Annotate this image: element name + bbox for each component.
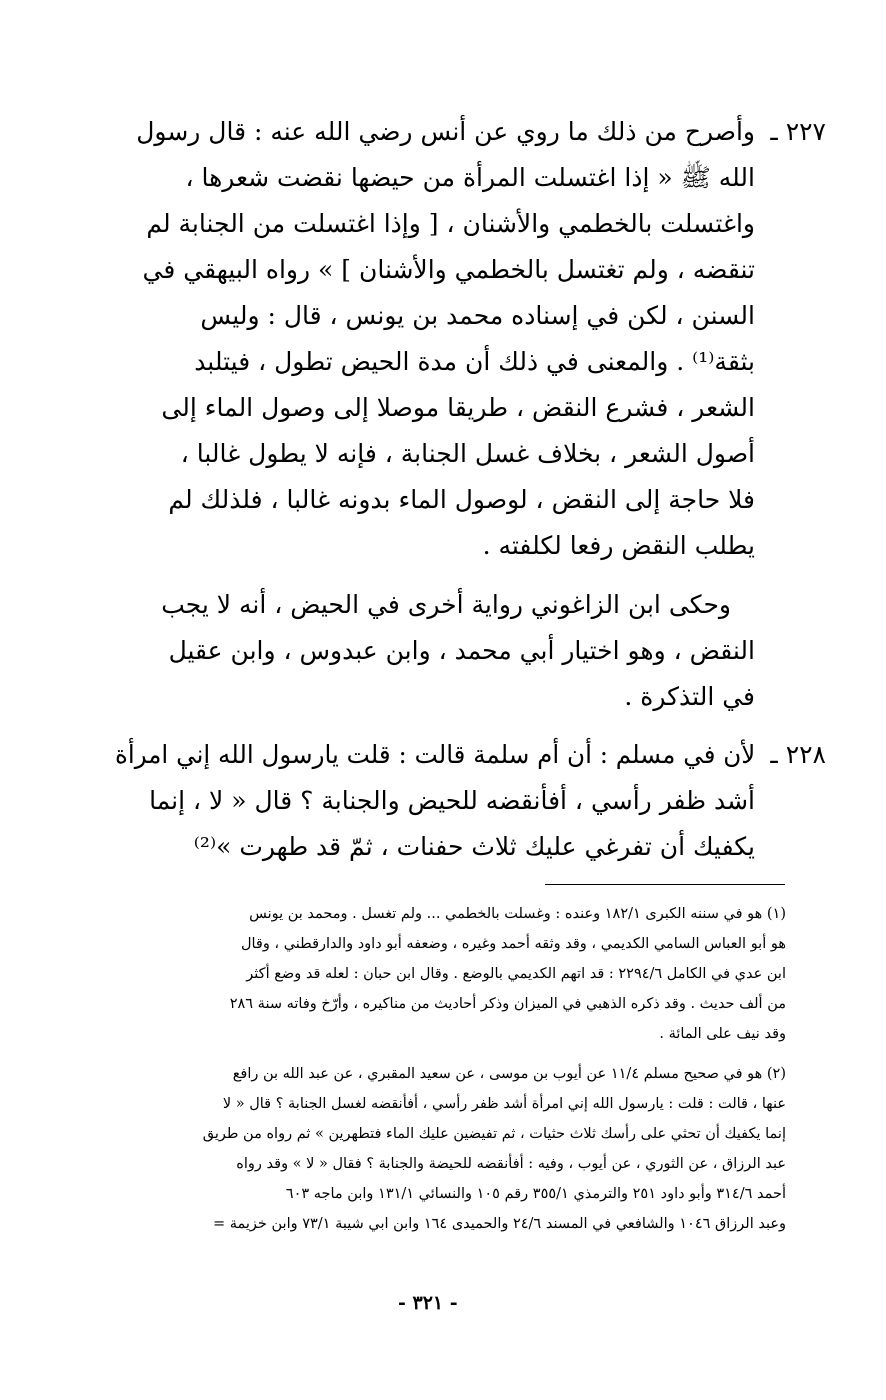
paragraph-zaghuni-line: وحكى ابن الزاغوني رواية أخرى في الحيض ، أنه لا يجب bbox=[161, 590, 731, 619]
hadith-number-228: ٢٢٨ ـ bbox=[770, 740, 826, 769]
footnote-1-line: من ألف حديث . وقد ذكره الذهبي في الميزان وذكر أحاديث من مناكيره ، وأرّخ وفاته سنة ٢٨٦ bbox=[229, 996, 786, 1012]
paragraph-227-line: الله ﷺ « إذا اغتسلت المرأة من حيضها نقضت شعرها ، bbox=[185, 163, 755, 192]
paragraph-227-line: أصول الشعر ، بخلاف غسل الجنابة ، فإنه لا يطول غالبا ، bbox=[180, 439, 755, 468]
page-number: - ٣٢١ - bbox=[398, 1292, 458, 1314]
paragraph-227-line: السنن ، لكن في إسناده محمد بن يونس ، قال : وليس bbox=[200, 301, 755, 330]
paragraph-227-line: فلا حاجة إلى النقض ، لوصول الماء بدونه غالبا ، فلذلك لم bbox=[168, 485, 755, 514]
footnote-2-line: (٢) هو في صحيح مسلم ١١/٤ عن أيوب بن موسى ، عن سعيد المقبري ، عن عبد الله بن رافع bbox=[232, 1066, 786, 1082]
paragraph-227-line: واغتسلت بالخطمي والأشنان ، [ وإذا اغتسلت من الجنابة لم bbox=[146, 209, 755, 238]
paragraph-228-line: لأن في مسلم : أن أم سلمة قالت : قلت يارسول الله إني امرأة bbox=[114, 740, 755, 769]
footnote-2-line: أحمد ٣١٤/٦ وأبو داود ٢٥١ والترمذي ٣٥٥/١ رقم ١٠٥ والنسائي ١٣١/١ وابن ماجه ٦٠٣ bbox=[285, 1186, 786, 1202]
paragraph-228-line: يكفيك أن تفرغي عليك ثلاث حفنات ، ثمّ قد طهرت »⁽²⁾ bbox=[193, 832, 755, 861]
footnote-2-line: عنها ، قالت : قلت : يارسول الله إني امرأة أشد ظفر رأسي ، أفأنقضه لغسل الجنابة ؟ قال « لا bbox=[222, 1096, 786, 1112]
footnote-1-line: وقد نيف على المائة . bbox=[659, 1026, 786, 1042]
paragraph-227-line: بثقة⁽¹⁾ . والمعنى في ذلك أن مدة الحيض تطول ، فيتلبد bbox=[194, 347, 755, 376]
paragraph-227-line: تنقضه ، ولم تغتسل بالخطمي والأشنان ] » رواه البيهقي في bbox=[142, 255, 755, 284]
footnote-1-line: هو أبو العباس السامي الكديمي ، وقد وثقه أحمد وغيره ، وضعفه أبو داود والدارقطني ، وقال bbox=[240, 936, 786, 952]
footnote-1-line: (١) هو في سننه الكبرى ١٨٢/١ وعنده : وغسلت بالخطمي ... ولم تغسل . ومحمد بن يونس bbox=[249, 906, 786, 922]
paragraph-227-line: وأصرح من ذلك ما روي عن أنس رضي الله عنه : قال رسول bbox=[136, 117, 755, 146]
paragraph-zaghuni-line: في التذكرة . bbox=[624, 682, 755, 711]
footnote-2-line: عبد الرزاق ، عن الثوري ، عن أيوب ، وفيه : أفأنقضه للحيضة والجنابة ؟ فقال « لا » وقد رواه bbox=[236, 1156, 786, 1172]
footnote-1-line: ابن عدي في الكامل ٢٢٩٤/٦ : قد اتهم الكديمي بالوضع . وقال ابن حبان : لعله قد وضع أكثر bbox=[246, 966, 786, 982]
paragraph-228-line: أشد ظفر رأسي ، أفأنقضه للحيض والجنابة ؟ قال « لا ، إنما bbox=[149, 786, 755, 815]
paragraph-227-line: الشعر ، فشرع النقض ، طريقا موصلا إلى وصول الماء إلى bbox=[161, 393, 755, 422]
footnote-2-line: إنما يكفيك أن تحثي على رأسك ثلاث حثيات ، ثم تفيضين عليك الماء فتطهرين » ثم رواه من طريق bbox=[202, 1126, 786, 1142]
footnote-2-line: وعبد الرزاق ١٠٤٦ والشافعي في المسند ٢٤/٦ والحميدى ١٦٤ وابن ابي شيبة ٧٣/١ وابن خزيمة = bbox=[212, 1216, 786, 1232]
paragraph-227-line: يطلب النقض رفعا لكلفته . bbox=[482, 531, 755, 560]
paragraph-zaghuni-line: النقض ، وهو اختيار أبي محمد ، وابن عبدوس ، وابن عقيل bbox=[168, 636, 755, 665]
footnote-separator bbox=[545, 884, 785, 885]
hadith-number-227: ٢٢٧ ـ bbox=[770, 117, 826, 146]
